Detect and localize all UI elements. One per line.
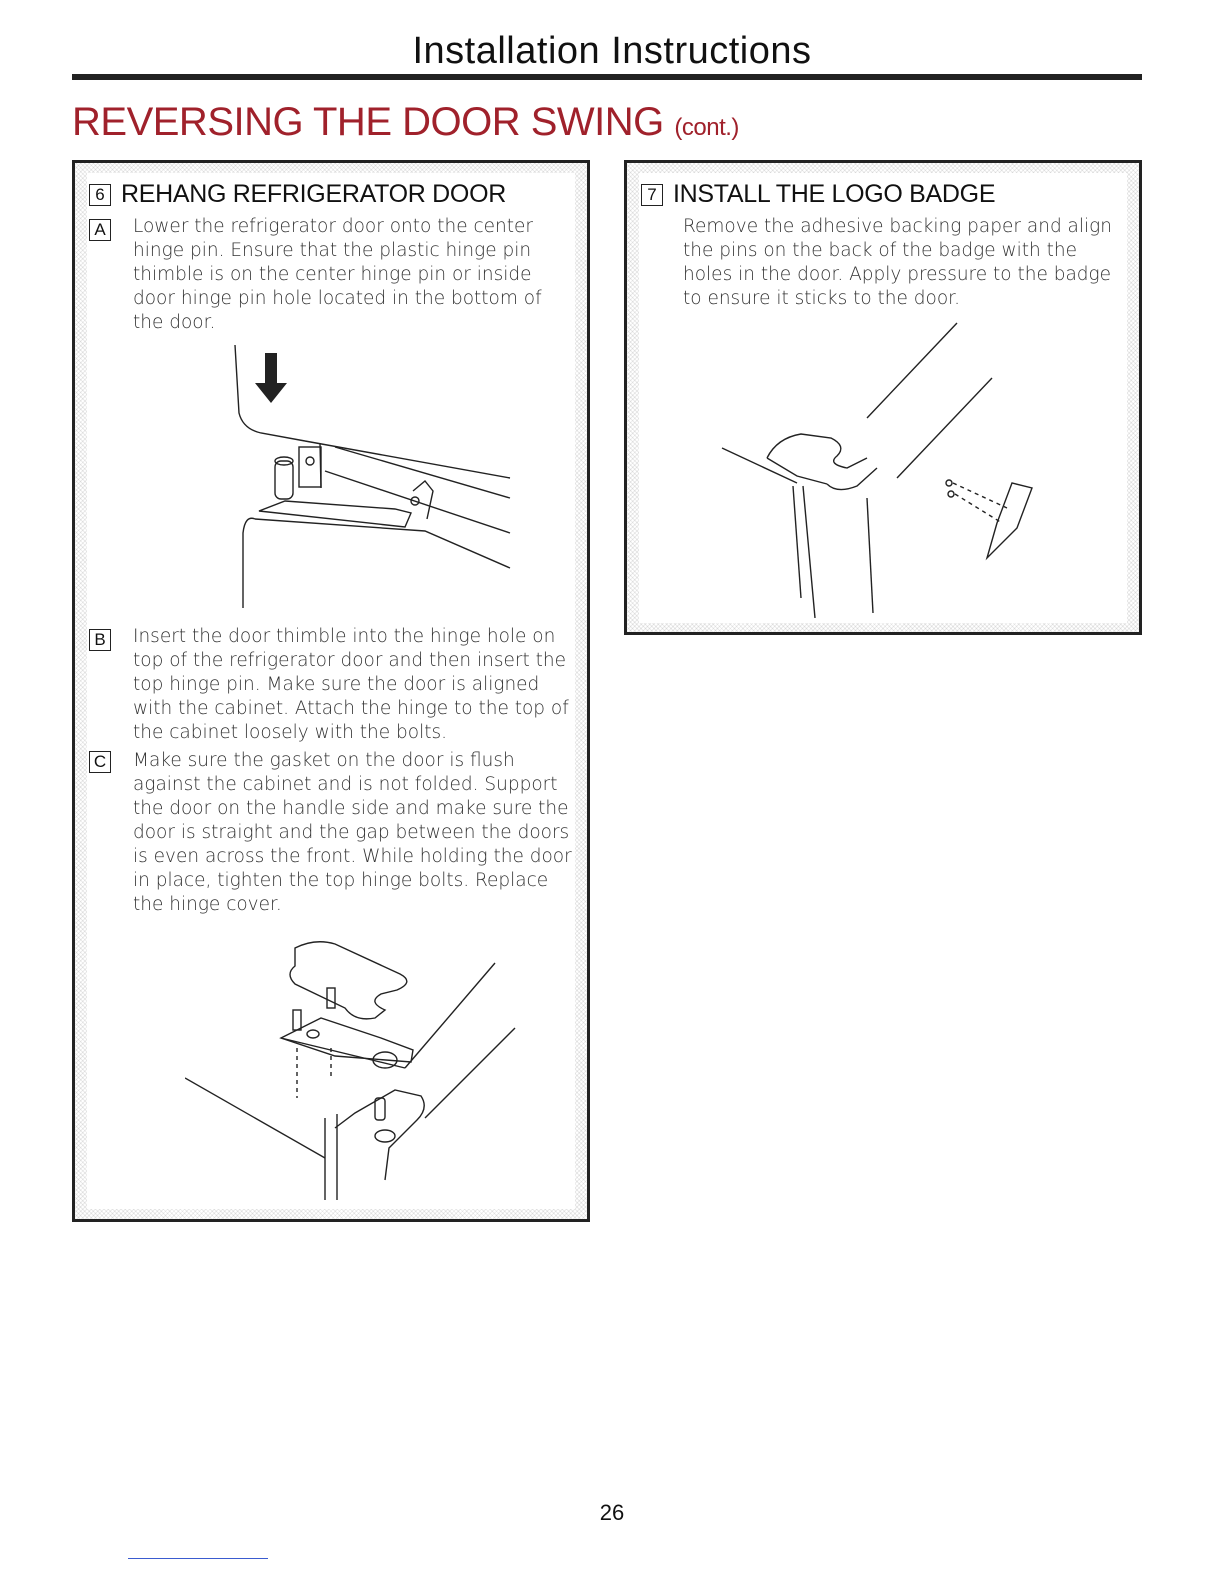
page-header-title: Installation Instructions <box>412 30 812 72</box>
step7-number-box: 7 <box>641 184 663 206</box>
step6-title: REHANG REFRIGERATOR DOOR <box>121 180 506 208</box>
step6-panel <box>72 160 590 1222</box>
step6-number-box: 6 <box>89 184 111 206</box>
step7-title: INSTALL THE LOGO BADGE <box>673 180 996 208</box>
door-hinge-pin-illustration <box>225 343 525 608</box>
step6-item-a-text: Lower the refrigerator door onto the center hinge pin. Ensure that the plastic hinge pin thimble is on the center hinge pin or inside door hinge pin hole located in the bottom of the door. <box>133 216 542 333</box>
logo-badge-illustration <box>717 318 1057 618</box>
section-title <box>72 100 739 145</box>
section-title-text: REVERSING THE DOOR SWING <box>72 100 664 144</box>
step6-item-b-letter: B <box>89 629 111 651</box>
step6-item-b-text: Insert the door thimble into the hinge hole on top of the refrigerator door and then insert the top hinge pin. Make sure the door is aligned with the cabinet. Attach the hinge to the top of the cabinet loosely with the bolts. <box>133 626 569 743</box>
header-rule <box>72 74 1142 80</box>
section-title-cont: (cont.) <box>674 114 739 141</box>
step7-header <box>641 180 995 209</box>
step6-item-c-text: Make sure the gasket on the door is flush against the cabinet and is not folded. Support the door on the handle side and make sure the door is straight and the gap between the doors is even across the front. While holding the door in place, tighten the top hinge bolts. Replace the hinge cover. <box>133 750 572 915</box>
step6-item-c-letter: C <box>89 751 111 773</box>
step6-item-a-letter: A <box>89 219 111 241</box>
hinge-cover-illustration <box>185 938 525 1208</box>
step6-header <box>89 180 506 209</box>
step7-panel <box>624 160 1142 635</box>
step7-text: Remove the adhesive backing paper and align the pins on the back of the badge with the holes in the door. Apply pressure to the badge to ensure it sticks to the door. <box>683 216 1113 309</box>
footer-rule <box>128 1558 268 1559</box>
page-number: 26 <box>599 1500 625 1525</box>
